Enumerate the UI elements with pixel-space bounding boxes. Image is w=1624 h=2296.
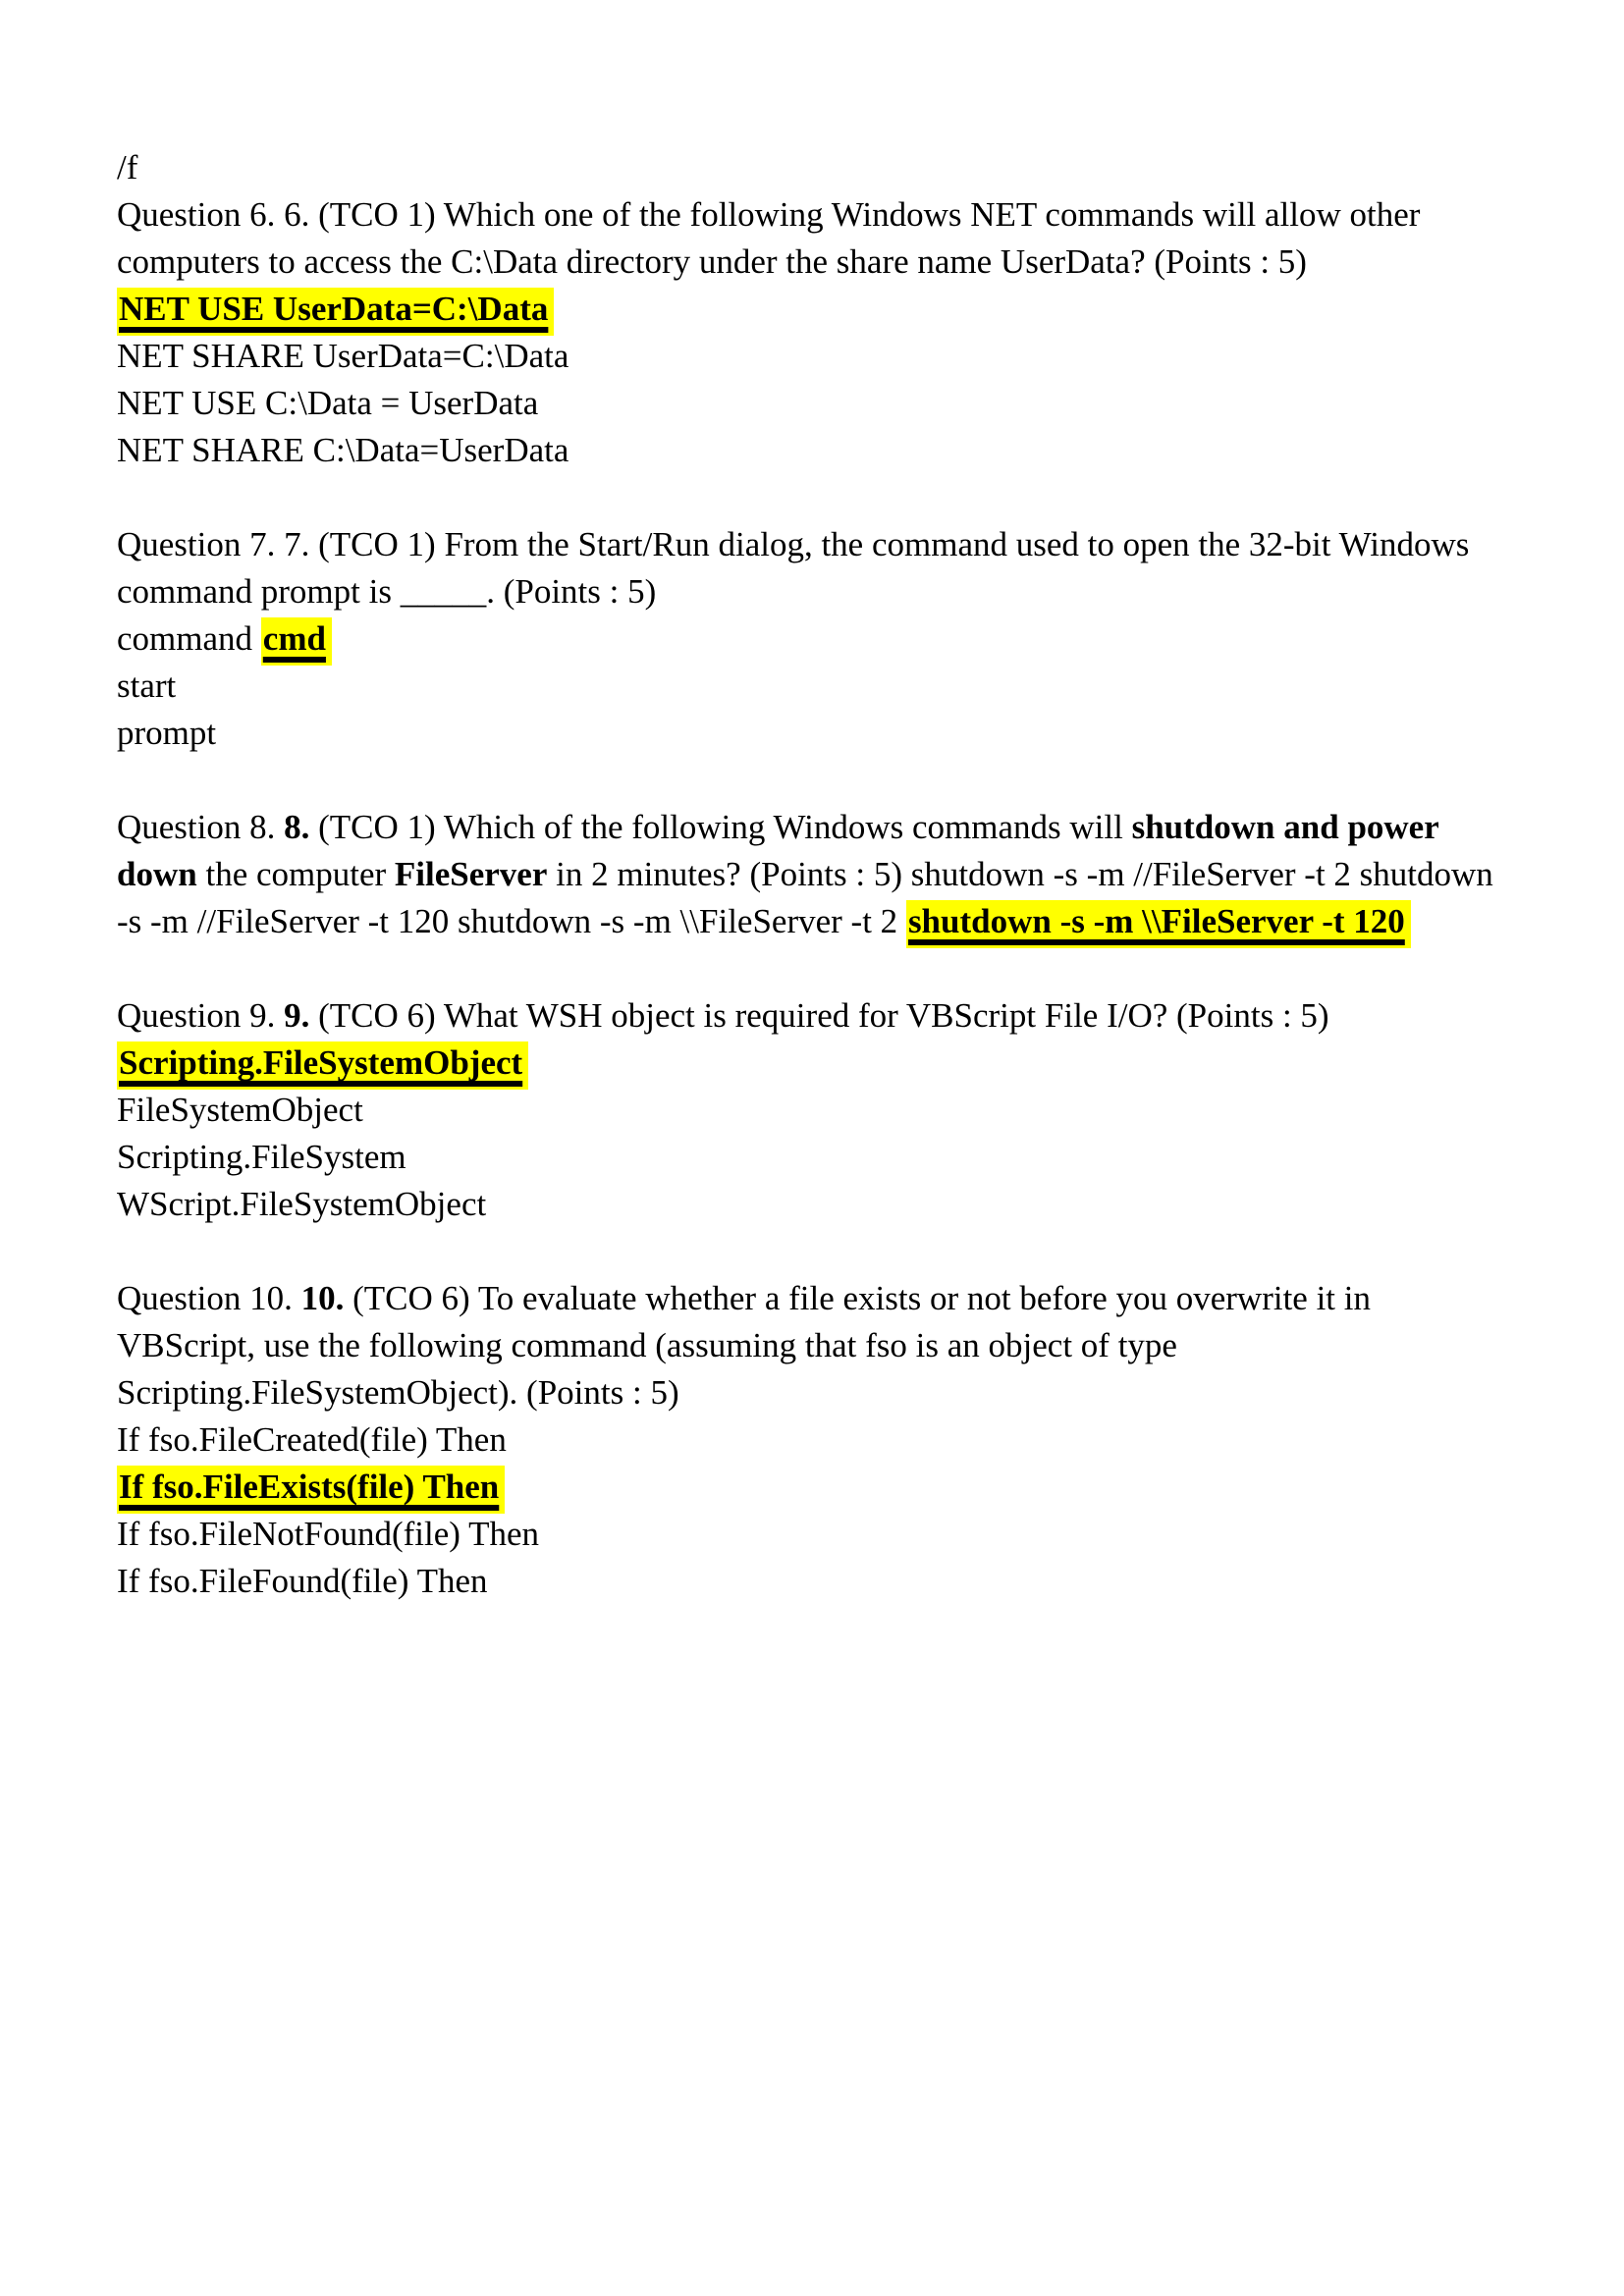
question-8-answer-highlight: shutdown -s -m \\FileServer -t 120 — [906, 900, 1411, 948]
question-9-option-3: WScript.FileSystemObject — [117, 1185, 487, 1223]
question-10-block — [117, 1275, 1511, 1605]
question-7-answer-highlight: cmd — [261, 617, 332, 666]
question-7-text: Question 7. 7. (TCO 1) From the Start/Run dialog, the command used to open the 32-bit Windows command prompt is _____. (Points : 5) — [117, 525, 1470, 611]
question-10-label: Question 10. — [117, 1279, 301, 1317]
question-10-answer-highlight: If fso.FileExists(file) Then — [117, 1466, 505, 1514]
question-10-answer-line — [117, 1464, 1511, 1511]
question-6-option-2: NET USE C:\Data = UserData — [117, 384, 539, 422]
question-6-option-3: NET SHARE C:\Data=UserData — [117, 431, 569, 469]
question-8-body-1: (TCO 1) Which of the following Windows commands will — [309, 808, 1132, 846]
question-6-text: Question 6. 6. (TCO 1) Which one of the following Windows NET commands will allow other computers to access the C:\Data directory under the share name UserData? (Points : 5) — [117, 195, 1421, 281]
question-7-option-2: prompt — [117, 714, 217, 752]
question-10-option-3: If fso.FileFound(file) Then — [117, 1562, 488, 1600]
question-6-option-1: NET SHARE UserData=C:\Data — [117, 337, 569, 375]
question-9-answer-line — [117, 1040, 1511, 1087]
question-9-block — [117, 992, 1511, 1228]
question-9-label: Question 9. — [117, 996, 285, 1035]
question-8-block — [117, 804, 1511, 945]
question-8-body-3: in 2 minutes? (Points : 5) shutdown -s -m //FileServer -t 2 shutdown -s -m //FileServer -t 120 shutdown -s -m \\FileServer -t 2 — [117, 855, 1493, 940]
question-8-number-bold: 8. — [284, 808, 310, 846]
question-10-number-bold: 10. — [300, 1279, 345, 1317]
question-10-text — [117, 1275, 1511, 1416]
printer-artifact-line: /f — [117, 148, 138, 187]
question-6-block — [117, 144, 1511, 474]
question-10-option-1: If fso.FileCreated(file) Then — [117, 1420, 507, 1459]
question-6-answer-line — [117, 286, 1511, 333]
question-7-answer-prefix: command — [117, 619, 261, 658]
question-9-answer-highlight: Scripting.FileSystemObject — [117, 1041, 528, 1090]
question-8-label: Question 8. — [117, 808, 285, 846]
question-9-number-bold: 9. — [284, 996, 310, 1035]
question-7-block — [117, 521, 1511, 757]
question-8-bold-phrase: shutdown and power down — [117, 808, 1439, 893]
question-8-text — [117, 804, 1511, 945]
question-7-answer-line — [117, 615, 1511, 663]
question-9-option-1: FileSystemObject — [117, 1091, 363, 1129]
question-6-answer-highlight: NET USE UserData=C:\Data — [117, 288, 554, 336]
question-8-fileserver-bold: FileServer — [394, 855, 548, 893]
question-7-option-1: start — [117, 667, 177, 705]
question-10-option-2: If fso.FileNotFound(file) Then — [117, 1515, 539, 1553]
question-8-body-2: the computer — [196, 855, 395, 893]
question-10-body: (TCO 6) To evaluate whether a file exists or not before you overwrite it in VBScript, use the following command (assuming that fso is an object of type Scripting.FileSystemObject). (Points : 5) — [117, 1279, 1371, 1412]
question-9-text — [117, 992, 1511, 1040]
question-9-option-2: Scripting.FileSystem — [117, 1138, 406, 1176]
question-9-body: (TCO 6) What WSH object is required for VBScript File I/O? (Points : 5) — [309, 996, 1329, 1035]
